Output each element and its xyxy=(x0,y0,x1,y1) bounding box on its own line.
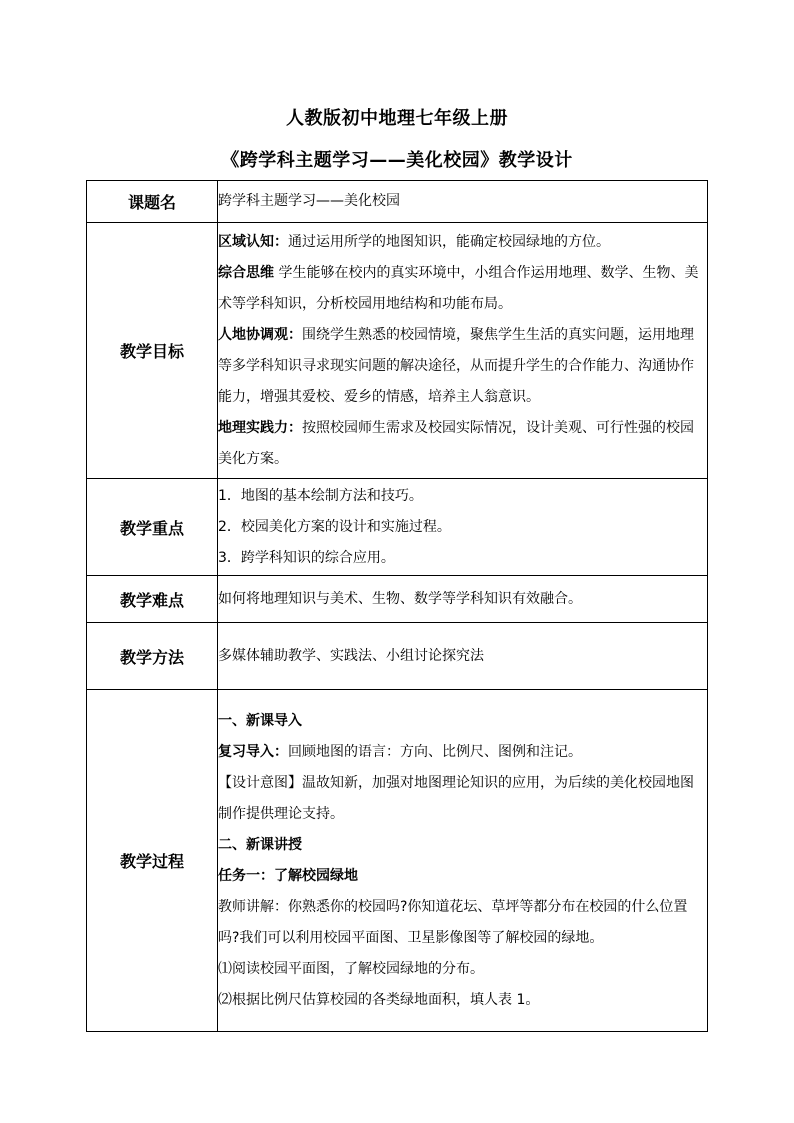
process-review-head: 复习导入： xyxy=(218,743,288,760)
label-method: 教学方法 xyxy=(87,623,218,690)
key-point-item: 2．校园美化方案的设计和实施过程。 xyxy=(218,518,451,535)
goal-head: 区域认知： xyxy=(218,233,288,250)
value-difficulty: 如何将地理知识与美术、生物、数学等学科知识有效融合。 xyxy=(218,576,708,623)
label-topic: 课题名 xyxy=(87,181,218,223)
value-key-points xyxy=(218,479,708,576)
process-step: ⑴阅读校园平面图，了解校园绿地的分布。 xyxy=(218,960,484,977)
value-topic: 跨学科主题学习——美化校园 xyxy=(218,181,708,223)
document-title-line1: 人教版初中地理七年级上册 xyxy=(286,108,508,129)
document-title-line2: 《跨学科主题学习——美化校园》教学设计 xyxy=(221,150,573,171)
row-process xyxy=(87,690,708,1032)
goal-item xyxy=(218,320,707,413)
value-goals xyxy=(218,223,708,479)
goal-text: 围绕学生熟悉的校园情境，聚焦学生生活的真实问题，运用地理等多学科知识寻求现实问题的解决途径，从而提升学生的合作能力、沟通协作能力，增强其爱校、爱乡的情感，培养主人翁意识。 xyxy=(218,326,694,405)
goal-text: 学生能够在校内的真实环境中，小组合作运用地理、数学、生物、美术等学科知识，分析校园用地结构和功能布局。 xyxy=(218,264,699,312)
goal-item xyxy=(218,258,707,320)
key-point-item: 1．地图的基本绘制方法和技巧。 xyxy=(218,487,423,504)
row-topic xyxy=(87,181,708,223)
value-method: 多媒体辅助教学、实践法、小组讨论探究法 xyxy=(218,623,708,690)
goal-item xyxy=(218,227,707,258)
goal-head: 综合思维 xyxy=(218,264,274,281)
goal-item xyxy=(218,413,707,475)
row-key-points xyxy=(87,479,708,576)
value-process xyxy=(218,690,708,1032)
process-section-heading: 二、新课讲授 xyxy=(218,836,302,853)
label-difficulty: 教学难点 xyxy=(87,576,218,623)
process-section-heading: 一、新课导入 xyxy=(218,712,302,729)
label-goals: 教学目标 xyxy=(87,223,218,479)
key-point-item: 3．跨学科知识的综合应用。 xyxy=(218,549,395,566)
label-key-points: 教学重点 xyxy=(87,479,218,576)
process-review xyxy=(218,737,707,768)
goal-head: 地理实践力： xyxy=(218,419,302,436)
process-teacher-text: 教师讲解：你熟悉你的校园吗?你知道花坛、草坪等都分布在校园的什么位置吗?我们可以利用校园平面图、卫星影像图等了解校园的绿地。 xyxy=(218,898,688,946)
goal-head: 人地协调观： xyxy=(218,326,302,343)
goal-text: 按照校园师生需求及校园实际情况，设计美观、可行性强的校园美化方案。 xyxy=(218,419,694,467)
process-review-text: 回顾地图的语言：方向、比例尺、图例和注记。 xyxy=(288,743,582,760)
row-goals xyxy=(87,223,708,479)
row-difficulty xyxy=(87,576,708,623)
lesson-plan-table xyxy=(86,180,708,1032)
process-task-heading: 任务一：了解校园绿地 xyxy=(218,867,358,884)
label-process: 教学过程 xyxy=(87,690,218,1032)
process-step: ⑵根据比例尺估算校园的各类绿地面积，填人表 1。 xyxy=(218,991,540,1008)
row-method xyxy=(87,623,708,690)
goal-text: 通过运用所学的地图知识，能确定校园绿地的方位。 xyxy=(288,233,610,250)
process-intent: 【设计意图】温故知新，加强对地图理论知识的应用，为后续的美化校园地图制作提供理论支持。 xyxy=(218,774,694,822)
